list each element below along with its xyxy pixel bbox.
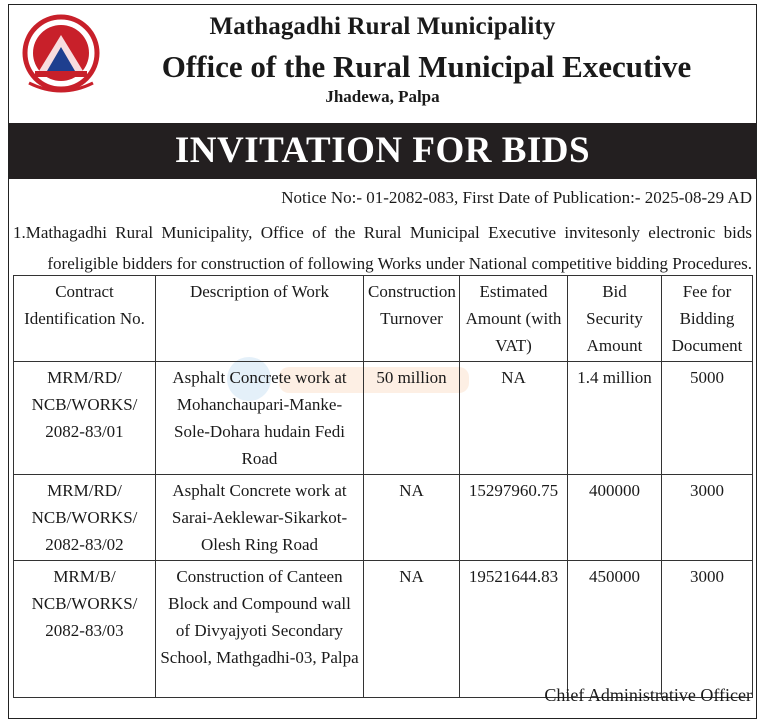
column-header: Bid Security Amount	[568, 276, 662, 362]
column-header: Fee for Bidding Document	[662, 276, 753, 362]
contract-id: MRM/RD/ NCB/WORKS/ 2082-83/02	[14, 475, 156, 561]
notice-page	[8, 4, 757, 719]
intro-paragraph: 1.Mathagadhi Rural Municipality, Office of the Rural Municipal Executive invitesonly electronic bids foreligible bidders for construction of following Works under National competitive bidding Procedures.	[13, 223, 752, 273]
column-header: Contract Identification No.	[14, 276, 156, 362]
bid-security: 400000	[568, 475, 662, 561]
column-header: Description of Work	[156, 276, 364, 362]
work-description: Asphalt Concrete work at Mohanchaupari-Manke-Sole-Dohara hudain Fedi Road	[156, 362, 364, 475]
municipality-name: Mathagadhi Rural Municipality	[209, 13, 556, 40]
letterhead	[9, 5, 756, 106]
bid-security: 1.4 million	[568, 362, 662, 475]
table-header-row	[14, 276, 753, 362]
signatory: Chief Administrative Officer	[544, 685, 752, 705]
office-address: Jhadewa, Palpa	[325, 87, 440, 106]
estimated-amount: 15297960.75	[460, 475, 568, 561]
construction-turnover: NA	[364, 561, 460, 698]
bidding-fee: 3000	[662, 561, 753, 698]
table-row	[14, 475, 753, 561]
bid-security: 450000	[568, 561, 662, 698]
bidding-fee: 3000	[662, 475, 753, 561]
page-title: INVITATION FOR BIDS	[9, 123, 756, 179]
office-name: Office of the Rural Municipal Executive	[161, 49, 692, 84]
notice-number: Notice No:- 01-2082-083, First Date of Publication:- 2025-08-29 AD	[281, 188, 752, 207]
estimated-amount: 19521644.83	[460, 561, 568, 698]
work-description: Asphalt Concrete work at Sarai-Aeklewar-Sikarkot-Olesh Ring Road	[156, 475, 364, 561]
construction-turnover: 50 million	[364, 362, 460, 475]
bidding-fee: 5000	[662, 362, 753, 475]
column-header: Estimated Amount (with VAT)	[460, 276, 568, 362]
bids-table	[13, 275, 753, 698]
construction-turnover: NA	[364, 475, 460, 561]
estimated-amount: NA	[460, 362, 568, 475]
table-row	[14, 362, 753, 475]
contract-id: MRM/RD/ NCB/WORKS/ 2082-83/01	[14, 362, 156, 475]
table-row	[14, 561, 753, 698]
work-description: Construction of Canteen Block and Compound wall of Divyajyoti Secondary School, Mathgadhi-03, Palpa	[156, 561, 364, 698]
contract-id: MRM/B/ NCB/WORKS/ 2082-83/03	[14, 561, 156, 698]
column-header: Construction Turnover	[364, 276, 460, 362]
